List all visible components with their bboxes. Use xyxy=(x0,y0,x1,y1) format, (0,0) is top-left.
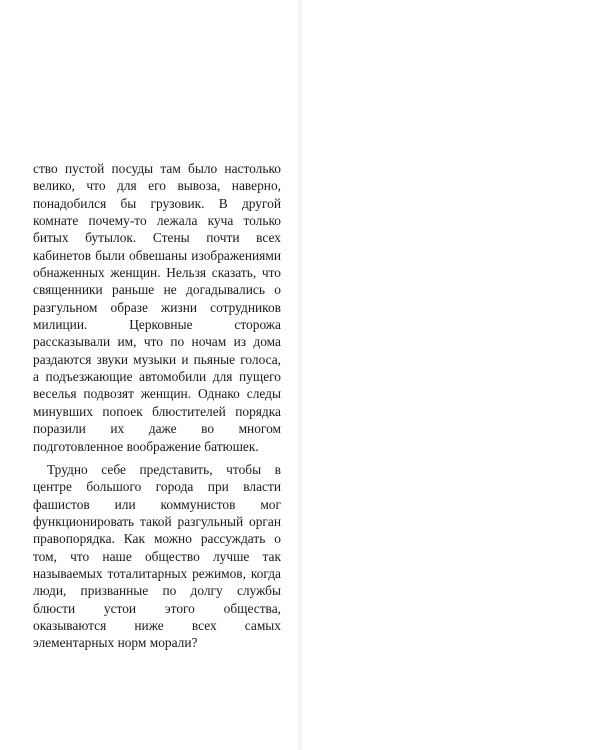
right-page xyxy=(300,0,600,750)
left-page-text xyxy=(33,160,281,652)
left-paragraph-2: Трудно себе представить, чтобы в центре большого города при власти фашистов или коммунистов мог функционировать такой разгульный орган правопорядка. Как можно рассуждать о том, что наше общество лучше так называемых тоталитарных режимов, когда люди, призванные по долгу службы блюсти устои этого общества, оказываются ниже всех самых элементарных норм морали? xyxy=(33,461,281,651)
left-paragraph-1: ство пустой посуды там было настолько велико, что для его вывоза, наверно, понадобился бы грузовик. В другой комнате почему-то лежала куча только битых бутылок. Стены почти всех кабинетов были обвешаны изображениями обнаженных женщин. Нельзя сказать, что священники раньше не догадывались о разгульном образе жизни сотрудников милиции. Церковные сторожа рассказывали им, что по ночам из дома раздаются звуки музыки и пьяные голоса, а подъезжающие автомобили для пущего веселья подвозят женщин. Однако следы минувших попоек блюстителей порядка поразили их даже во многом подготовленное воображение батюшек. xyxy=(33,161,281,454)
